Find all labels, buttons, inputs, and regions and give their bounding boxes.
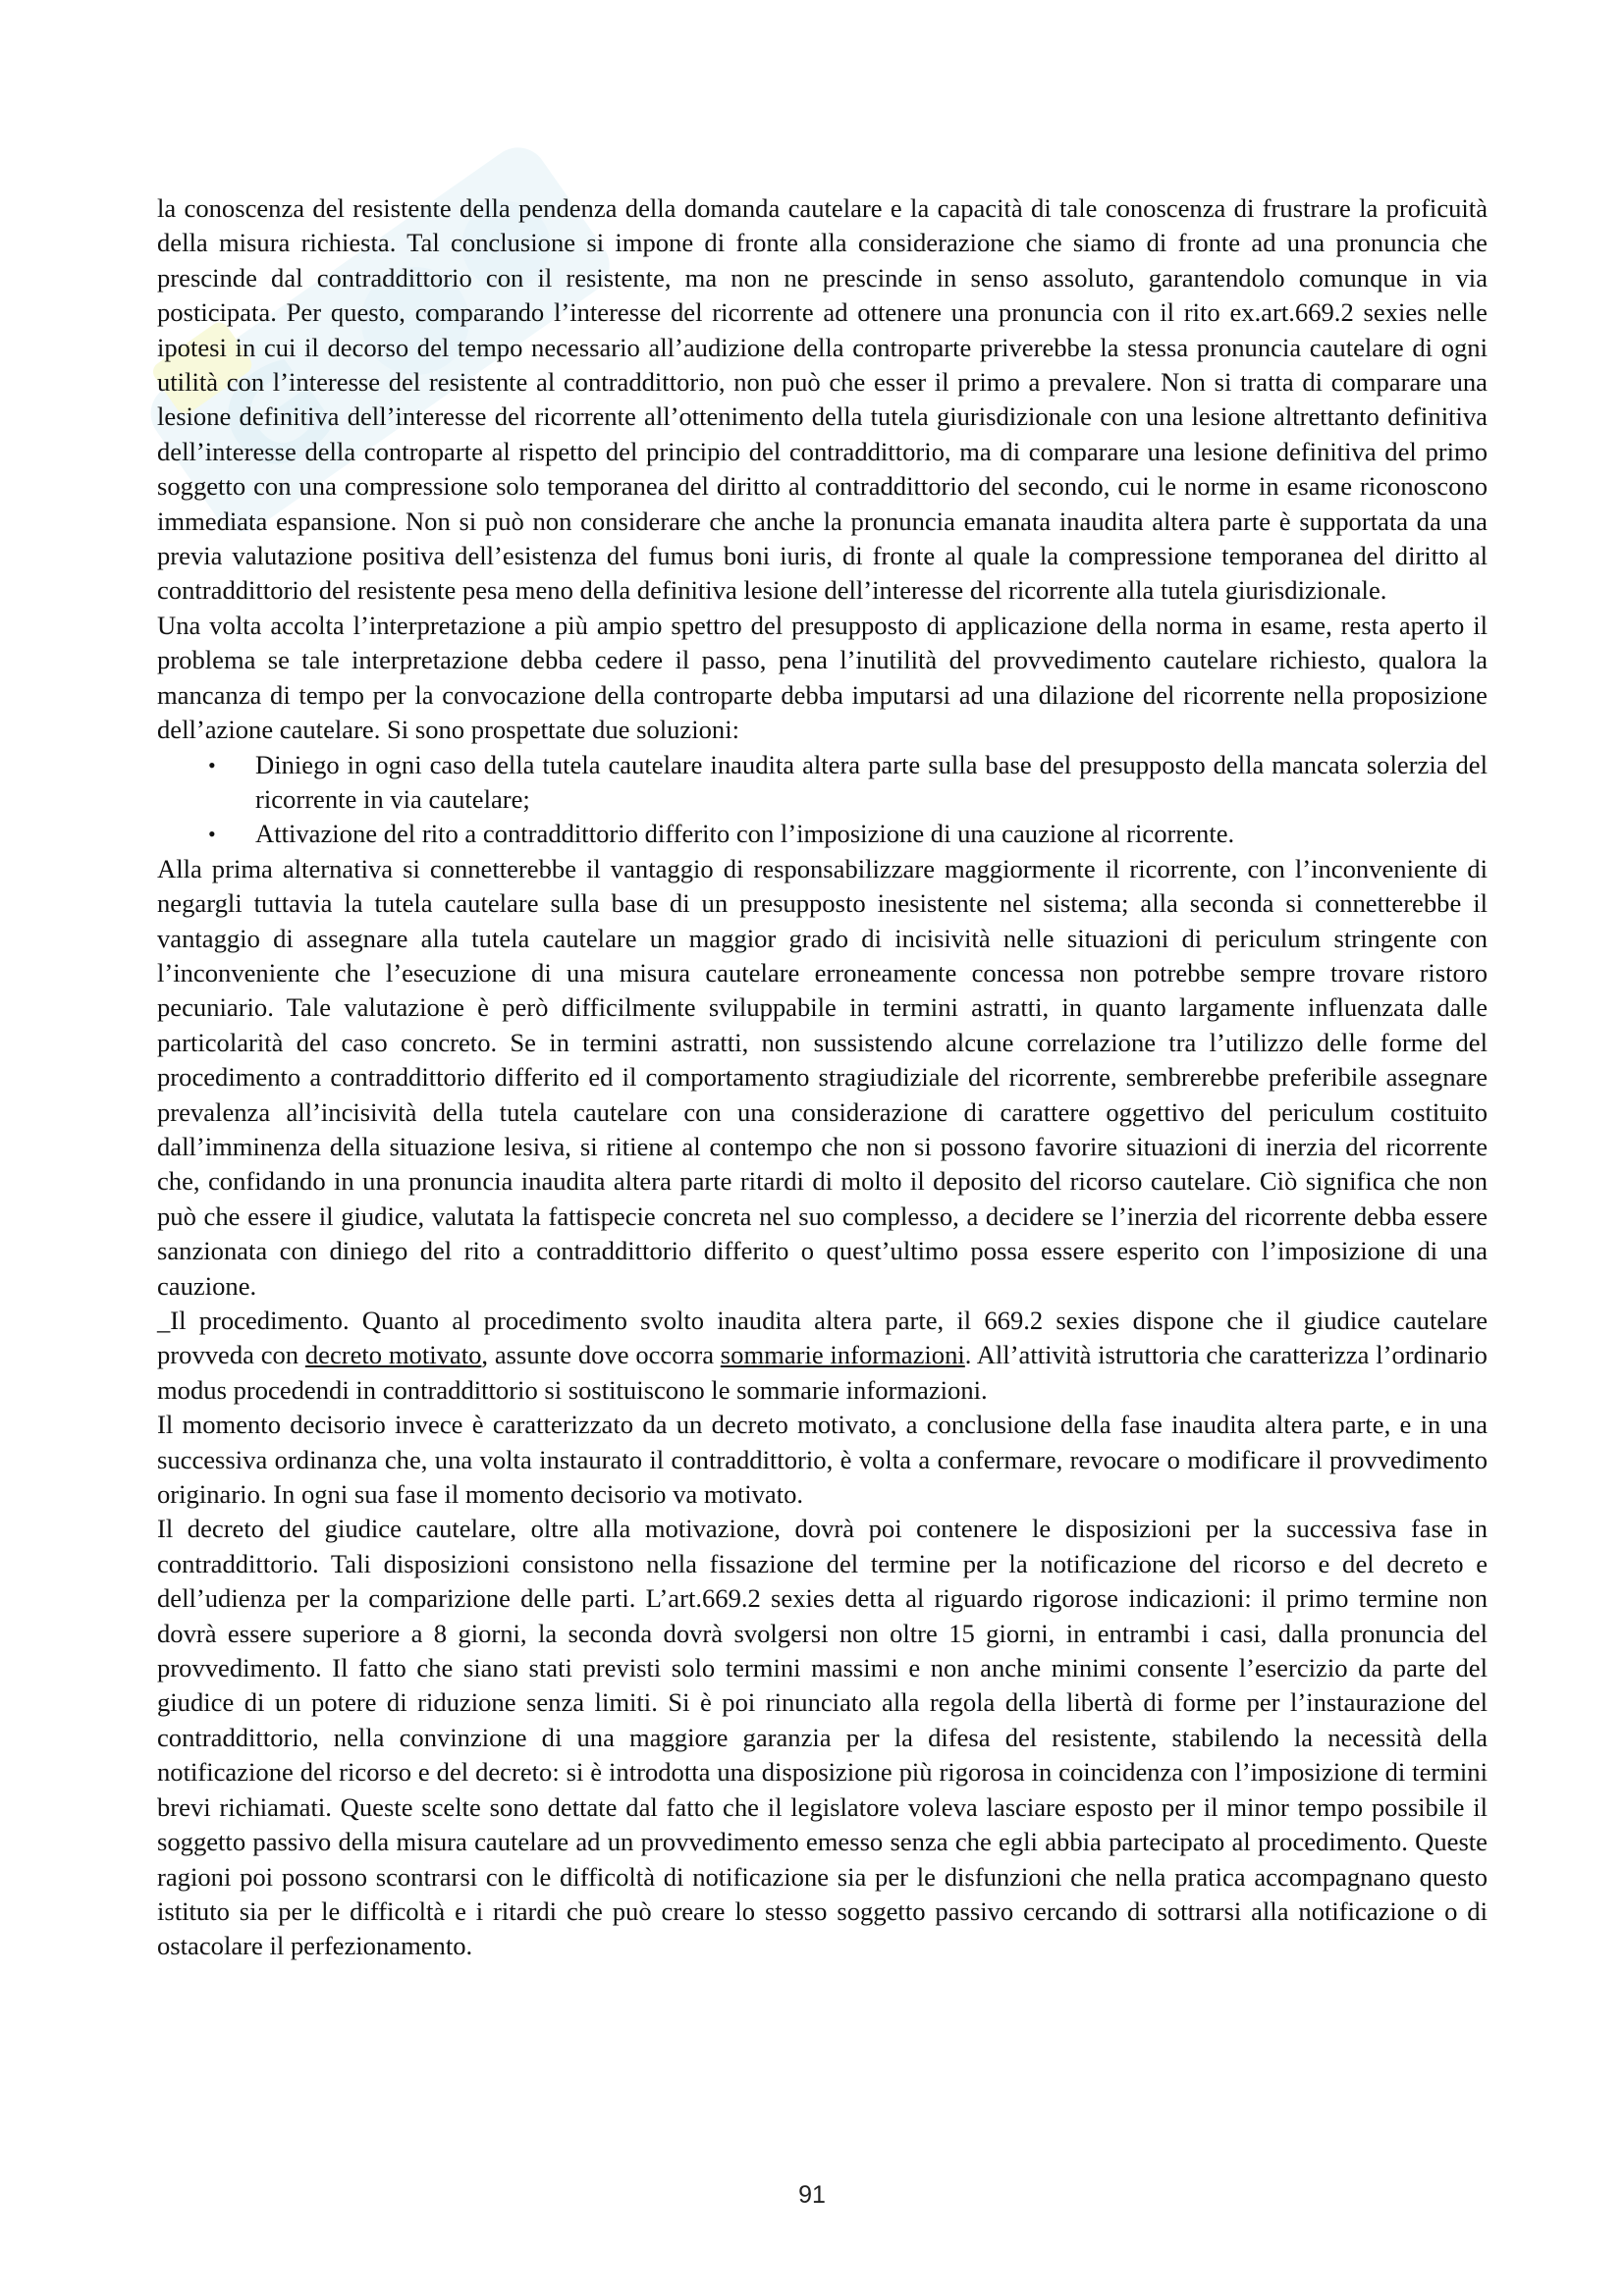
page-number: 91	[798, 2181, 826, 2209]
svg-text:G: G	[190, 326, 363, 509]
paragraph: Una volta accolta l’interpretazione a più ampio spettro del presupposto di applicazione della norma in esame, resta aperto il problema se tale interpretazione debba cedere il passo, pena l’inutilità del provvedimento cautelare richiesto, qualora la mancanza di tempo per la convocazione della controparte debba imputarsi ad una dilazione del ricorrente nella proposizione dell’azione cautelare. Si sono prospettate due soluzioni:	[157, 610, 1488, 745]
text-run: _Il procedimento. Quanto al procedimento svolto inaudita altera parte, il 669.2 sexies dispone che il giudice cautelare provveda con	[157, 1306, 1488, 1370]
underlined-term: decreto motivato	[304, 1340, 482, 1370]
list-item-text: Diniego in ogni caso della tutela cautelare inaudita altera parte sulla base del presupposto della mancata solerzia del ricorrente in via cautelare;	[255, 749, 1488, 814]
text-run: , assunte dove occorra	[481, 1340, 721, 1370]
list-item	[157, 817, 1488, 851]
text-run: . All’attività istruttoria che caratterizza l’ordinario modus procedendi in contraddittorio si sostituiscono le sommarie informazioni.	[157, 1340, 1488, 1405]
underlined-term: sommarie informazioni	[720, 1340, 965, 1370]
bullet-icon: •	[208, 752, 216, 777]
bullet-list	[157, 748, 1488, 852]
paragraph: Il momento decisorio invece è caratterizzato da un decreto motivato, a conclusione della fase inaudita altera parte, e in una successiva ordinanza che, una volta instaurato il contraddittorio, è volta a confermare, revocare o modificare il provvedimento originario. In ogni sua fase il momento decisorio va motivato.	[157, 1410, 1488, 1510]
paragraph	[157, 1304, 1488, 1408]
paragraph: la conoscenza del resistente della pendenza della domanda cautelare e la capacità di tale conoscenza di frustrare la proficuità della misura richiesta. Tal conclusione si impone di fronte alla considerazione che siamo di fronte ad una pronuncia che prescinde dal contraddittorio con il resistente, ma non ne prescinde in senso assoluto, garantendolo comunque in via posticipata. Per questo, comparando l’interesse del ricorrente ad ottenere una pronuncia con il rito ex.art.669.2 sexies nelle ipotesi in cui il decorso del tempo necessario all’audizione della controparte priverebbe la stessa pronuncia cautelare di ogni utilità con l’interesse del resistente al contraddittorio, non può che esser il primo a prevalere. Non si tratta di comparare una lesione definitiva dell’interesse del ricorrente all’ottenimento della tutela giurisdizionale con una lesione altrettanto definitiva dell’interesse della controparte al rispetto del principio del contraddittorio, ma di comparare una lesione definitiva del primo soggetto con una compressione solo temporanea del diritto al contraddittorio del secondo, cui le norme in esame riconoscono immediata espansione. Non si può non considerare che anche la pronuncia emanata inaudita altera parte è supportata da una previa valutazione positiva dell’esistenza del fumus boni iuris, di fronte al quale la compressione temporanea del diritto al contraddittorio del resistente pesa meno della definitiva lesione dell’interesse del ricorrente alla tutela giurisdizionale.	[157, 193, 1488, 606]
list-item	[157, 748, 1488, 818]
document-body	[157, 191, 1488, 1964]
list-item-text: Attivazione del rito a contraddittorio differito con l’imposizione di una cauzione al ricorrente.	[255, 819, 1235, 849]
paragraph: Alla prima alternativa si connetterebbe il vantaggio di responsabilizzare maggiormente il ricorrente, con l’inconveniente di negargli tuttavia la tutela cautelare sulla base di un presupposto inesistente nel sistema; alla seconda si connetterebbe il vantaggio di assegnare alla tutela cautelare un maggior grado di incisività nelle situazioni di periculum stringente con l’inconveniente che l’esecuzione di una misura cautelare erroneamente concessa non potrebbe sempre trovare ristoro pecuniario. Tale valutazione è però difficilmente sviluppabile in termini astratti, in quanto largamente influenzata dalle particolarità del caso concreto. Se in termini astratti, non sussistendo alcune correlazione tra l’utilizzo delle forme del procedimento a contraddittorio differito ed il comportamento stragiudiziale del ricorrente, sembrerebbe preferibile assegnare prevalenza all’incisività della tutela cautelare con una considerazione di carattere oggettivo del periculum costituito dall’imminenza della situazione lesiva, si ritiene al contempo che non si possono favorire situazioni di inerzia del ricorrente che, confidando in una pronuncia inaudita altera parte ritardi di molto il deposito del ricorso cautelare. Ciò significa che non può che essere il giudice, valutata la fattispecie concreta nel suo complesso, a decidere se l’inerzia del ricorrente debba essere sanzionata con diniego del rito a contraddittorio differito o quest’ultimo possa essere esperito con l’imposizione di una cauzione.	[157, 853, 1488, 1301]
paragraph: Il decreto del giudice cautelare, oltre alla motivazione, dovrà poi contenere le disposizioni per la successiva fase in contraddittorio. Tali disposizioni consistono nella fissazione del termine per la notificazione del ricorso e del decreto e dell’udienza per la comparizione delle parti. L’art.669.2 sexies detta al riguardo rigorose indicazioni: il primo termine non dovrà essere superiore a 8 giorni, la seconda dovrà svolgersi non oltre 15 giorni, in entrambi i casi, dalla pronuncia del provvedimento. Il fatto che siano stati previsti solo termini massimi e non anche minimi consente l’esercizio da parte del giudice di un potere di riduzione senza limiti. Si è poi rinunciato alla regola della libertà di forme per l’instaurazione del contraddittorio, nella convinzione di una maggiore garanzia per la difesa del resistente, stabilendo la necessità della notificazione del ricorso e del decreto: si è introdotta una disposizione più rigorosa in coincidenza con l’imposizione di termini brevi richiamati. Queste scelte sono dettate dal fatto che il legislatore voleva lasciare esposto per il minor tempo possibile il soggetto passivo della misura cautelare ad un provvedimento emesso senza che egli abbia partecipato al procedimento. Queste ragioni poi possono scontrarsi con le difficoltà di notificazione sia per le disfunzioni che nella pratica accompagnano questo istituto sia per le difficoltà e i ritardi che può creare lo stesso soggetto passivo cercando di sottrarsi alla notificazione o di ostacolare il perfezionamento.	[157, 1514, 1488, 1961]
bullet-icon: •	[208, 822, 216, 847]
